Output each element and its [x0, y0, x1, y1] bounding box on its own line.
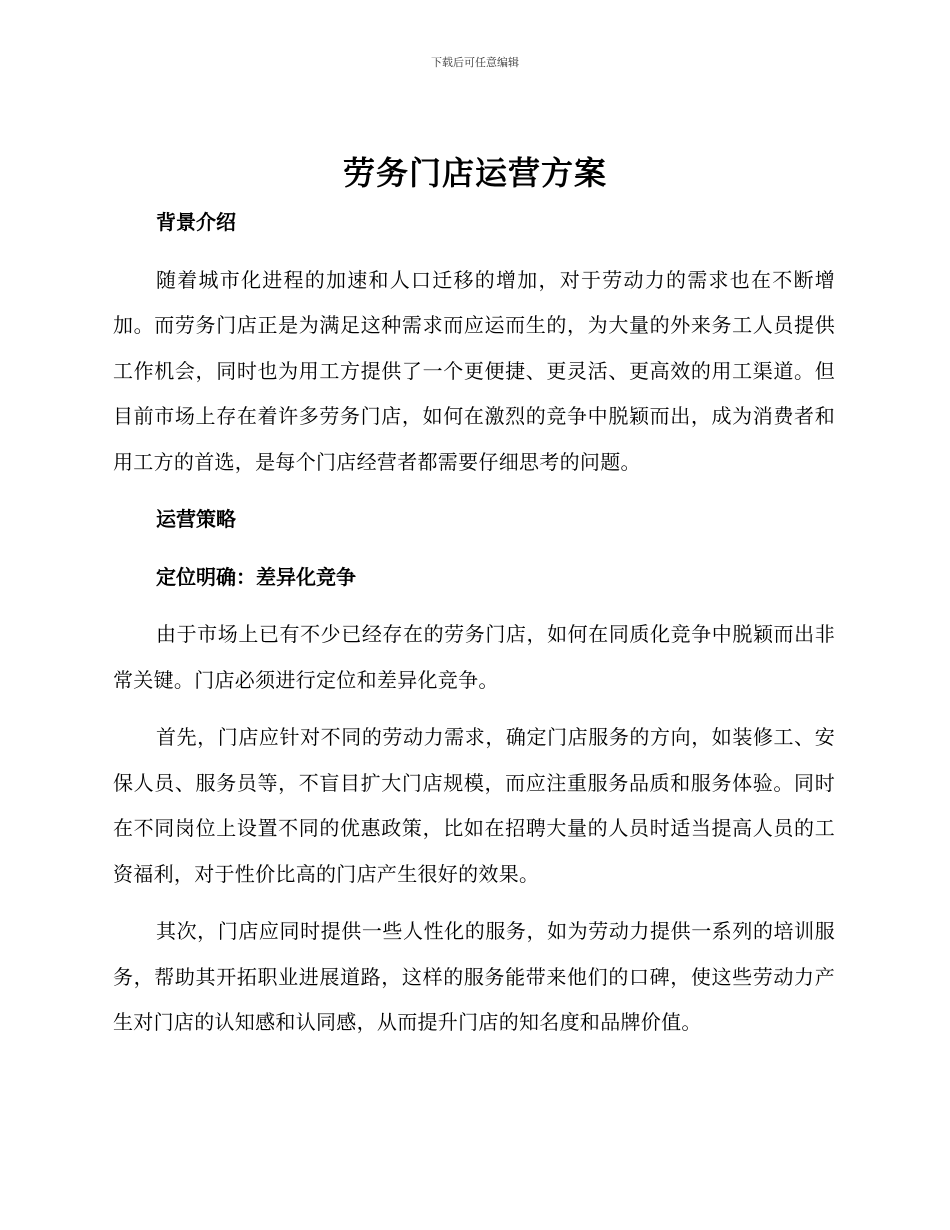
document-body	[113, 200, 835, 1046]
section-heading-strategy: 运营策略	[156, 507, 236, 531]
paragraph-positioning-1: 由于市场上已有不少已经存在的劳务门店，如何在同质化竞争中脱颖而出非常关键。门店必须进行定位和差异化竞争。	[113, 622, 835, 692]
paragraph-background: 随着城市化进程的加速和人口迁移的增加，对于劳动力的需求也在不断增加。而劳务门店正是为满足这种需求而应运而生的，为大量的外来务工人员提供工作机会，同时也为用工方提供了一个更便捷、更灵活、更高效的用工渠道。但目前市场上存在着许多劳务门店，如何在激烈的竞争中脱颖而出，成为消费者和用工方的首选，是每个门店经营者都需要仔细思考的问题。	[113, 267, 835, 474]
header-note: 下载后可任意编辑	[431, 56, 519, 69]
section-heading-background: 背景介绍	[156, 210, 236, 234]
document-title: 劳务门店运营方案	[342, 154, 607, 192]
paragraph-positioning-3: 其次，门店应同时提供一些人性化的服务，如为劳动力提供一系列的培训服务，帮助其开拓职业进展道路，这样的服务能带来他们的口碑，使这些劳动力产生对门店的认知感和认同感，从而提升门店的知名度和品牌价值。	[113, 919, 835, 1034]
subsection-heading-positioning: 定位明确：差异化竞争	[156, 564, 356, 589]
paragraph-positioning-2: 首先，门店应针对不同的劳动力需求，确定门店服务的方向，如装修工、安保人员、服务员等，不盲目扩大门店规模，而应注重服务品质和服务体验。同时在不同岗位上设置不同的优惠政策，比如在招聘大量的人员时适当提高人员的工资福利，对于性价比高的门店产生很好的效果。	[113, 725, 835, 886]
